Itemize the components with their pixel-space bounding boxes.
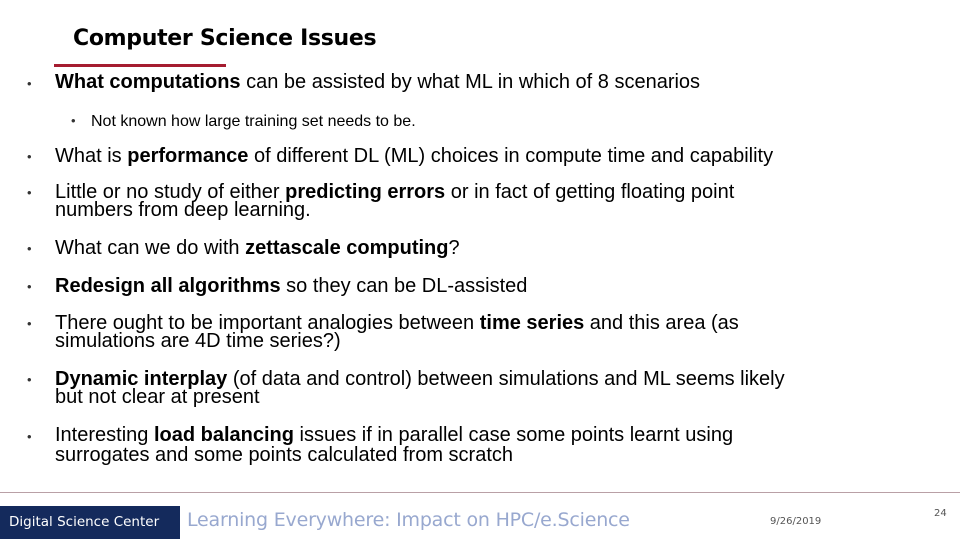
bullet-text (55, 73, 700, 92)
bullet-marker: • (71, 113, 76, 128)
text-phrase: What is (55, 145, 128, 167)
bold-phrase: zettascale computing (245, 237, 449, 259)
sub-bullet-text (91, 113, 416, 131)
bullet-text-continued (55, 332, 341, 351)
bullet-text-continued (55, 446, 513, 465)
text-phrase: surrogates and some points calculated from scratch (55, 444, 513, 466)
bold-phrase: load balancing (153, 424, 294, 446)
text-phrase: can be assisted by what ML in which of 8 scenarios (240, 71, 701, 93)
text-phrase: What can we do with (55, 237, 246, 259)
bullet-text (55, 277, 527, 296)
bold-phrase: time series (479, 312, 585, 334)
bullet-text (55, 426, 733, 445)
footer-divider (0, 492, 960, 493)
text-phrase: or in fact of getting floating point (445, 181, 735, 203)
text-phrase: numbers from deep learning. (55, 199, 311, 221)
text-phrase: (of data and control) between simulations and ML seems likely (227, 368, 785, 390)
bullet-marker: • (27, 316, 32, 331)
text-phrase: and this area (as (584, 312, 739, 334)
bullet-text-continued (55, 201, 311, 220)
bullet-marker: • (27, 429, 32, 444)
bold-phrase: What computations (55, 71, 241, 93)
bullet-text-continued (55, 388, 260, 407)
title-underline (54, 64, 226, 67)
text-phrase: Little or no study of either (55, 181, 286, 203)
bullet-text (55, 147, 773, 166)
footer-date: 9/26/2019 (770, 516, 822, 527)
text-phrase: so they can be DL-assisted (280, 275, 528, 297)
text-phrase: There ought to be important analogies between (55, 312, 480, 334)
text-phrase: but not clear at present (55, 386, 260, 408)
text-phrase: ? (448, 237, 460, 259)
footer-org-label: Digital Science Center (9, 514, 160, 530)
bullet-marker: • (27, 76, 32, 91)
bullet-marker: • (27, 241, 32, 256)
bullet-marker: • (27, 185, 32, 200)
text-phrase: Interesting (55, 424, 154, 446)
bullet-marker: • (27, 372, 32, 387)
bullet-marker: • (27, 149, 32, 164)
footer-course-title: Learning Everywhere: Impact on HPC/e.Science (187, 509, 630, 531)
bold-phrase: Dynamic interplay (55, 368, 228, 390)
text-phrase: of different DL (ML) choices in compute time and capability (248, 145, 774, 167)
bullet-marker: • (27, 279, 32, 294)
bold-phrase: performance (127, 145, 249, 167)
text-phrase: Not known how large training set needs to be. (91, 113, 416, 130)
slide-title: Computer Science Issues (73, 26, 377, 51)
text-phrase: issues if in parallel case some points learnt using (293, 424, 734, 446)
bold-phrase: Redesign all algorithms (55, 275, 281, 297)
page-number: 24 (934, 508, 947, 519)
text-phrase: simulations are 4D time series?) (55, 330, 341, 352)
bold-phrase: predicting errors (285, 181, 446, 203)
bullet-text (55, 239, 460, 258)
